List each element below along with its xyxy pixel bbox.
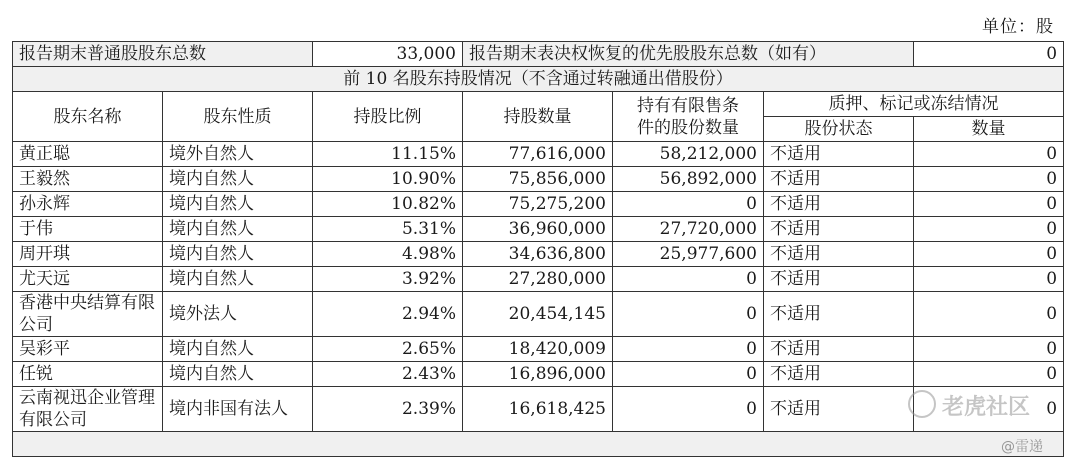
- cell-nature: 境外自然人: [163, 142, 313, 167]
- cell-count: 0: [914, 362, 1064, 387]
- cell-quantity: 16,618,425: [463, 387, 613, 432]
- cell-quantity: 18,420,009: [463, 337, 613, 362]
- cell-quantity: 77,616,000: [463, 142, 613, 167]
- cell-ratio: 5.31%: [313, 217, 463, 242]
- cell-ratio: 10.82%: [313, 192, 463, 217]
- brand-logo-icon: [908, 390, 936, 418]
- section-title: 前 10 名股东持股情况（不含通过转融通出借股份）: [13, 67, 1064, 92]
- table-row: [13, 217, 1064, 242]
- cell-name: 吴彩平: [13, 337, 163, 362]
- cell-ratio: 2.65%: [313, 337, 463, 362]
- header-count: 数量: [914, 117, 1064, 142]
- watermark-author: @雷递: [1001, 439, 1043, 455]
- watermark-brand-text: 老虎社区: [942, 395, 1031, 420]
- cell-nature: 境内自然人: [163, 242, 313, 267]
- cell-ratio: 11.15%: [313, 142, 463, 167]
- cell-nature: 境内自然人: [163, 362, 313, 387]
- table-row: [13, 167, 1064, 192]
- cell-count: 0: [914, 337, 1064, 362]
- table-row: [13, 242, 1064, 267]
- cell-status: 不适用: [764, 387, 914, 432]
- cell-quantity: 75,856,000: [463, 167, 613, 192]
- cell-nature: 境内自然人: [163, 217, 313, 242]
- cell-status: 不适用: [764, 267, 914, 292]
- cell-ratio: 4.98%: [313, 242, 463, 267]
- cell-ratio: 2.94%: [313, 292, 463, 337]
- header-ratio: 持股比例: [313, 92, 463, 142]
- header-restricted-line2: 件的股份数量: [637, 117, 739, 138]
- cell-quantity: 36,960,000: [463, 217, 613, 242]
- cell-nature: 境内自然人: [163, 337, 313, 362]
- shareholder-table: [12, 41, 1064, 457]
- cell-ratio: 2.39%: [313, 387, 463, 432]
- cell-status: 不适用: [764, 142, 914, 167]
- cell-count: 0: [914, 292, 1064, 337]
- header-status: 股份状态: [764, 117, 914, 142]
- cell-count: 0: [914, 167, 1064, 192]
- cell-status: 不适用: [764, 337, 914, 362]
- cell-count: 0: [914, 217, 1064, 242]
- cell-name: 黄正聪: [13, 142, 163, 167]
- summary-row: [13, 42, 1064, 67]
- cell-restricted: 56,892,000: [613, 167, 764, 192]
- cell-status: 不适用: [764, 217, 914, 242]
- cell-status: 不适用: [764, 292, 914, 337]
- cell-name: 任锐: [13, 362, 163, 387]
- table-row: [13, 362, 1064, 387]
- cell-quantity: 34,636,800: [463, 242, 613, 267]
- cell-status: 不适用: [764, 167, 914, 192]
- preferred-holders-label: 报告期末表决权恢复的优先股股东总数（如有）: [463, 42, 914, 67]
- cell-restricted: 25,977,600: [613, 242, 764, 267]
- cell-nature: 境内自然人: [163, 267, 313, 292]
- cell-restricted: 0: [613, 292, 764, 337]
- table-row: [13, 387, 1064, 432]
- cell-count: 0: [914, 192, 1064, 217]
- cell-name: 于伟: [13, 217, 163, 242]
- table-row: [13, 337, 1064, 362]
- cell-status: 不适用: [764, 192, 914, 217]
- cell-nature: 境外法人: [163, 292, 313, 337]
- section-title-row: [13, 67, 1064, 92]
- cell-count: 0: [914, 387, 1064, 432]
- cell-quantity: 75,275,200: [463, 192, 613, 217]
- cell-restricted: 0: [613, 387, 764, 432]
- table-row: [13, 142, 1064, 167]
- cell-count: 0: [914, 267, 1064, 292]
- watermark-brand: [908, 390, 1030, 421]
- header-pledge-group: 质押、标记或冻结情况: [764, 92, 1064, 117]
- cell-restricted: 0: [613, 192, 764, 217]
- table-cut-cell: [13, 432, 1064, 457]
- cell-name: 香港中央结算有限公司: [13, 292, 163, 337]
- cell-status: 不适用: [764, 362, 914, 387]
- cell-nature: 境内非国有法人: [163, 387, 313, 432]
- cell-restricted: 27,720,000: [613, 217, 764, 242]
- cell-nature: 境内自然人: [163, 167, 313, 192]
- cell-restricted: 58,212,000: [613, 142, 764, 167]
- table-cut-row: [13, 432, 1064, 457]
- cell-ratio: 3.92%: [313, 267, 463, 292]
- table-row: [13, 192, 1064, 217]
- table-row: [13, 292, 1064, 337]
- header-restricted-line1: 持有有限售条: [637, 95, 739, 116]
- header-nature: 股东性质: [163, 92, 313, 142]
- cell-count: 0: [914, 142, 1064, 167]
- common-holders-label: 报告期末普通股股东总数: [13, 42, 313, 67]
- cell-status: 不适用: [764, 242, 914, 267]
- cell-restricted: 0: [613, 362, 764, 387]
- header-name: 股东名称: [13, 92, 163, 142]
- cell-ratio: 2.43%: [313, 362, 463, 387]
- cell-quantity: 20,454,145: [463, 292, 613, 337]
- cell-count: 0: [914, 242, 1064, 267]
- header-row-1: [13, 92, 1064, 117]
- header-restricted: [613, 92, 764, 142]
- preferred-holders-value: 0: [914, 42, 1064, 67]
- cell-quantity: 27,280,000: [463, 267, 613, 292]
- table-row: [13, 267, 1064, 292]
- cell-quantity: 16,896,000: [463, 362, 613, 387]
- header-quantity: 持股数量: [463, 92, 613, 142]
- cell-name: 周开琪: [13, 242, 163, 267]
- cell-name: 尤天远: [13, 267, 163, 292]
- cell-nature: 境内自然人: [163, 192, 313, 217]
- cell-name: 孙永辉: [13, 192, 163, 217]
- common-holders-value: 33,000: [313, 42, 463, 67]
- cell-restricted: 0: [613, 337, 764, 362]
- unit-label: 单位：股: [982, 17, 1054, 37]
- cell-name: 云南视迅企业管理有限公司: [13, 387, 163, 432]
- cell-name: 王毅然: [13, 167, 163, 192]
- cell-ratio: 10.90%: [313, 167, 463, 192]
- cell-restricted: 0: [613, 267, 764, 292]
